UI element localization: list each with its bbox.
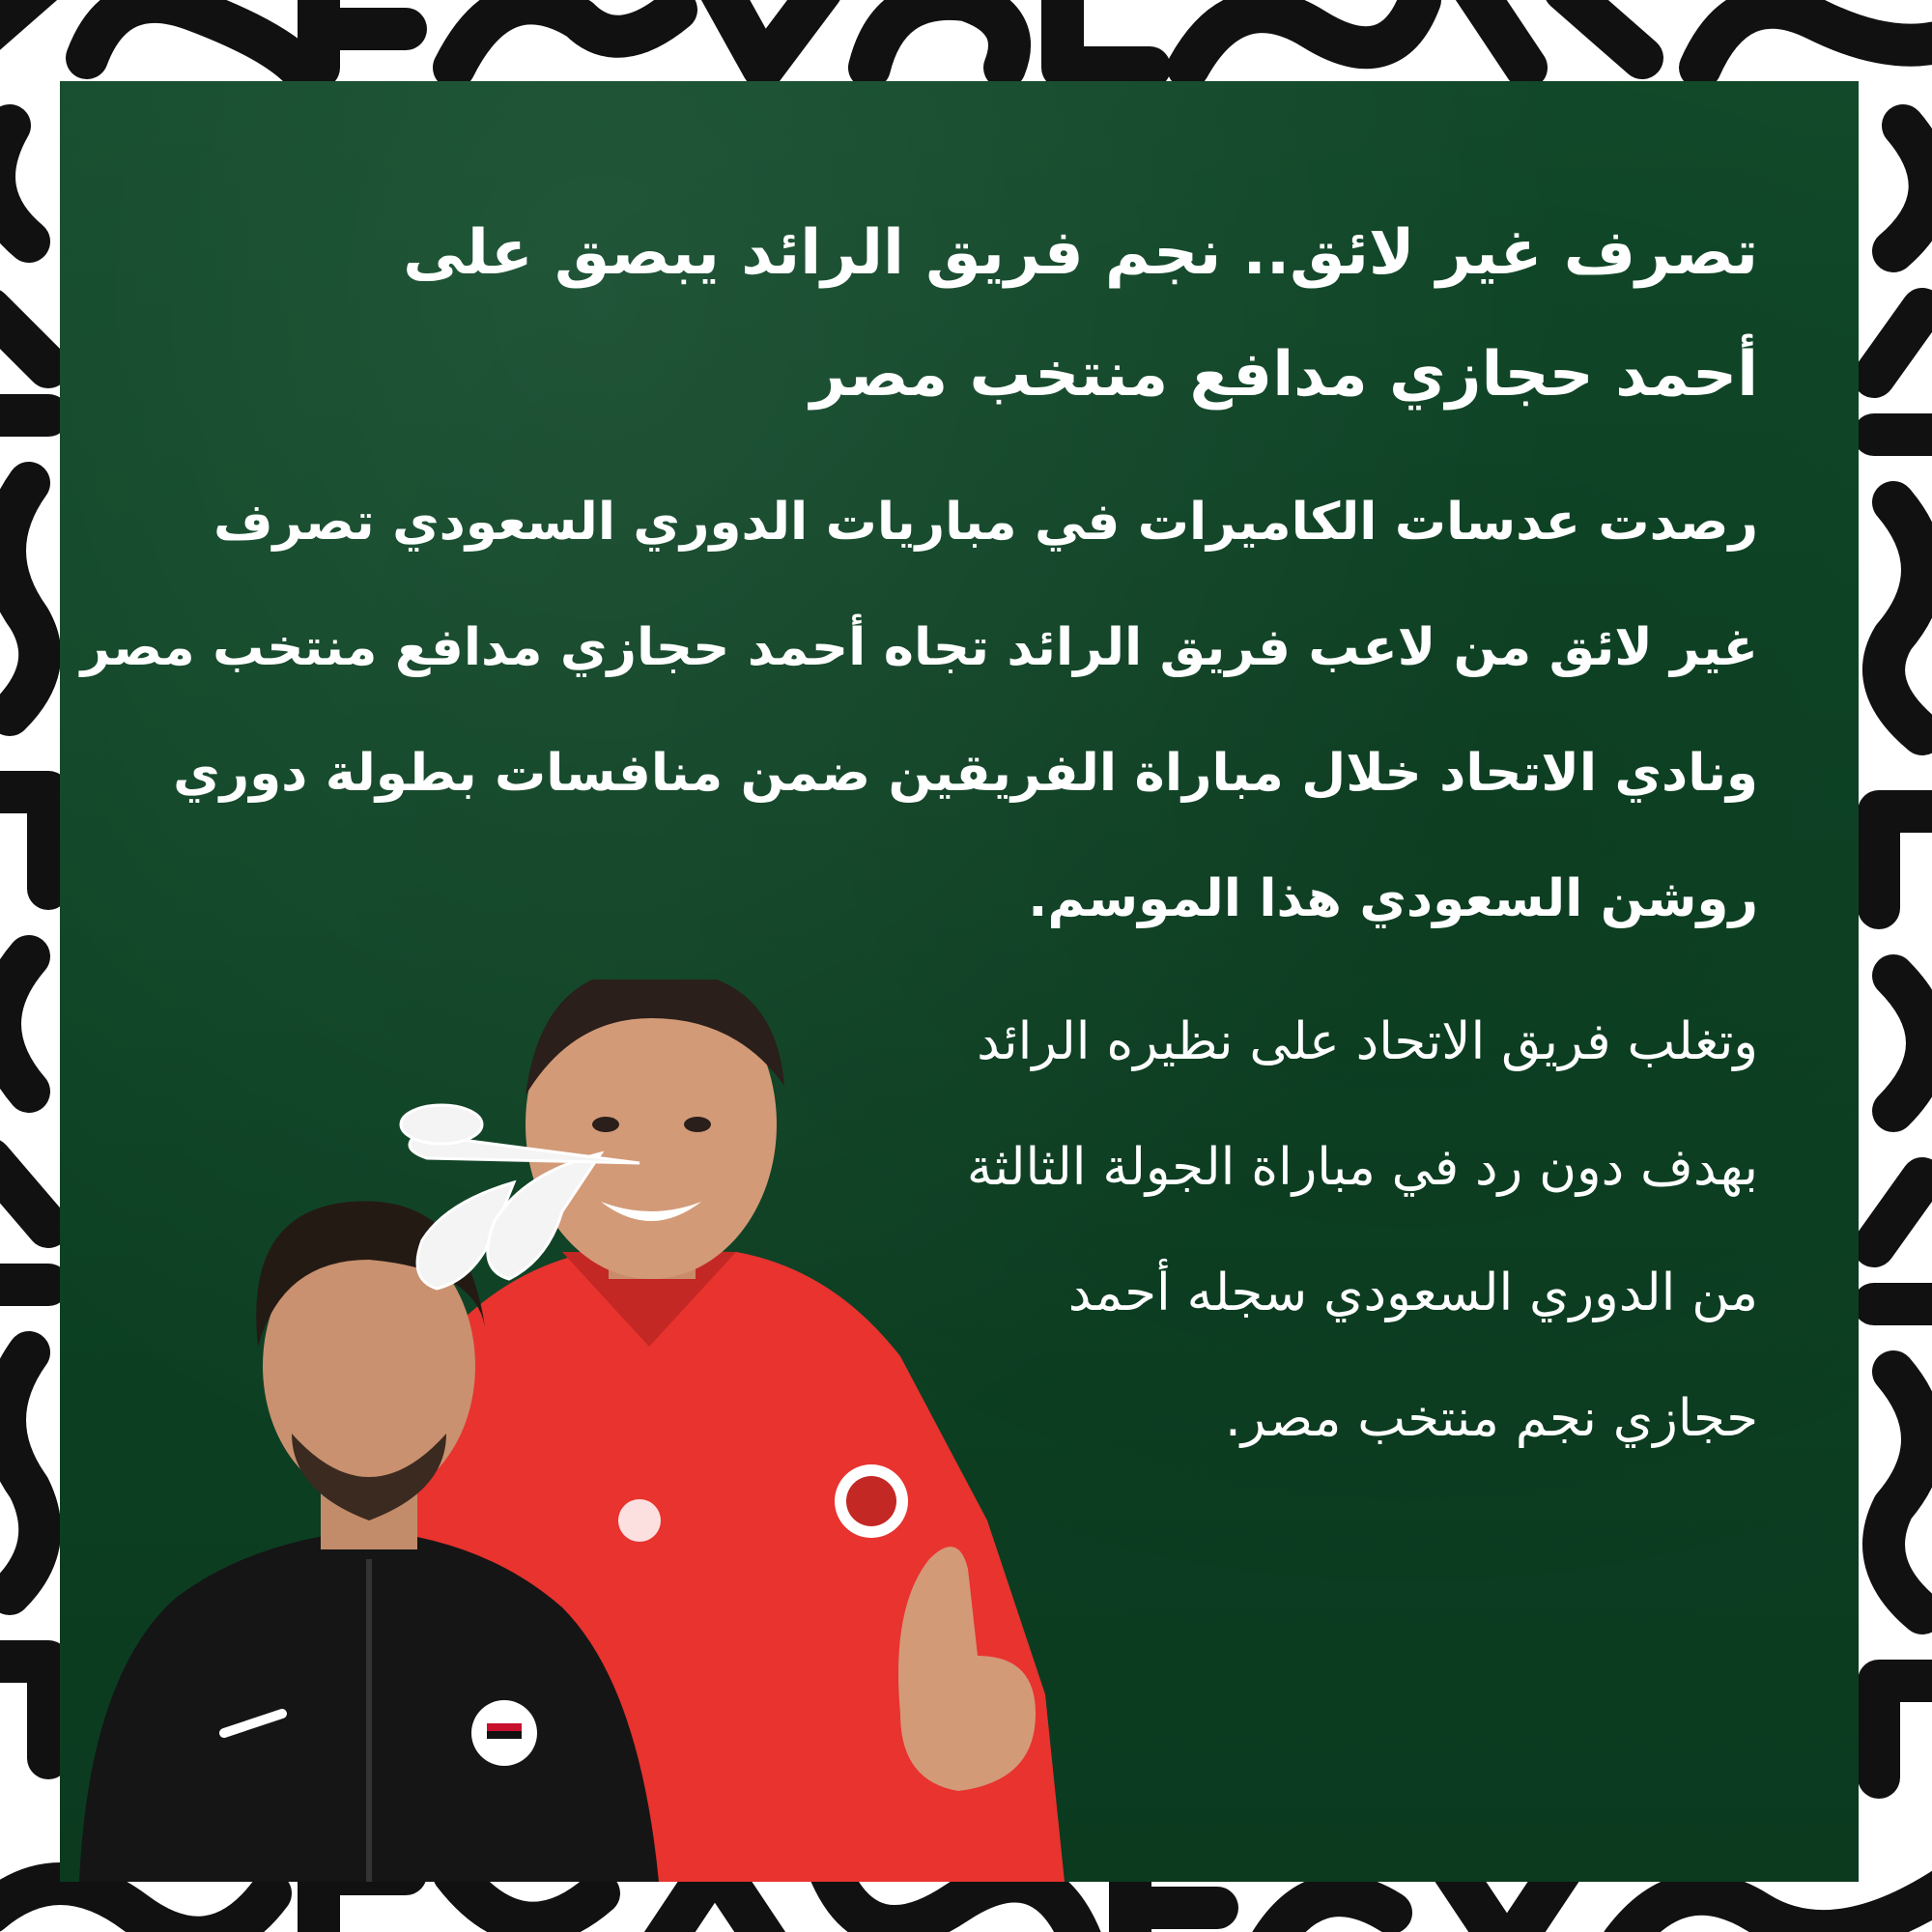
paragraph-line: ونادي الاتحاد خلال مباراة الفريقين ضمن منافسات بطولة دوري: [173, 744, 1758, 803]
headline: [251, 192, 1758, 436]
paragraph-line: رصدت عدسات الكاميرات في مباريات الدوري السعودي تصرف: [213, 493, 1758, 552]
content-panel: [60, 81, 1859, 1882]
paragraph-line: حجازي نجم منتخب مصر.: [1224, 1389, 1758, 1448]
paragraph-line: روشن السعودي هذا الموسم.: [1028, 869, 1758, 928]
paragraph-line: بهدف دون رد في مباراة الجولة الثالثة: [966, 1138, 1758, 1197]
paragraph-line: وتغلب فريق الاتحاد على نظيره الرائد: [977, 1012, 1758, 1071]
headline-line: تصرف غير لائق.. نجم فريق الرائد يبصق على: [403, 217, 1758, 289]
body-paragraph-1: [80, 460, 1758, 962]
paragraph-line: من الدوري السعودي سجله أحمد: [1067, 1264, 1758, 1322]
headline-line: أحمد حجازي مدافع منتخب مصر: [810, 339, 1758, 411]
paragraph-line: غير لائق من لاعب فريق الرائد تجاه أحمد حجازي مدافع منتخب مصر: [80, 618, 1758, 677]
players-illustration: [60, 980, 1180, 1882]
